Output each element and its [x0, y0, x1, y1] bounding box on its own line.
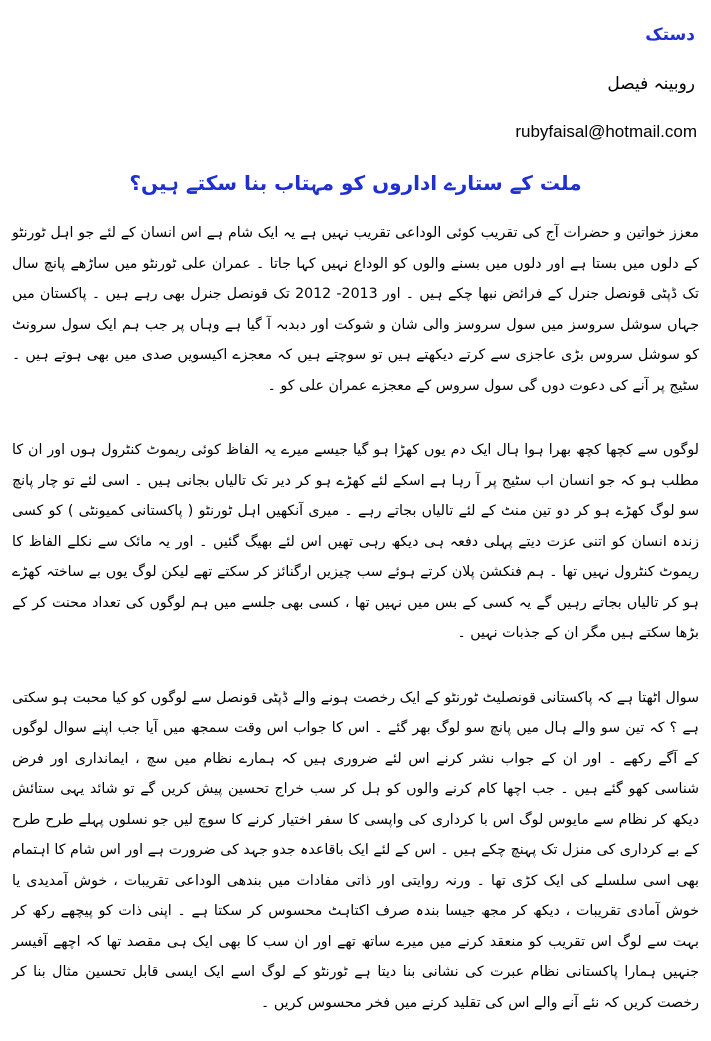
article-body — [12, 218, 699, 1018]
paragraph: معزز خواتین و حضرات آج کی تقریب کوئی الوداعی تقریب نہیں ہے یہ ایک شام ہے اس انسان کے لئے جو اہل ٹورنٹو کے دلوں میں بستا ہے اور دلوں میں بسنے والوں کو الوداع نہیں کہا جاتا ۔ عمران علی ٹورنٹو میں ساڑھے پانچ سال تک ڈپٹی قونصل جنرل کے فرائض نبھا چکے ہیں ۔ اور 2013- 2012 تک قونصل جنرل بھی رہے ہیں ۔ پاکستان میں جہاں سوشل سروسز میں سول سروسز والی شان و شوکت اور دبدبہ آ گیا ہے وہاں پر جب ہم ایک سول سرونٹ کو سوشل سروس بڑی عاجزی سے کرتے دیکھتے ہیں تو سوچتے ہیں کہ معجزے اکیسویں صدی میں بھی ہوتے ہیں ۔ سٹیج پر آنے کی دعوت دوں گی سول سروس کے معجزے عمران علی کو ۔ — [12, 225, 700, 394]
article-title: ملت کے ستارے اداروں کو مہتاب بنا سکتے ہیں؟ — [129, 171, 582, 195]
paragraph: سوال اٹھتا ہے کہ پاکستانی قونصلیٹ ٹورنٹو کے ایک رخصت ہونے والے ڈپٹی قونصل سے لوگوں کو کیا محبت ہو سکتی ہے ؟ کہ تین سو والے ہال میں پانچ سو لوگ بھر گئے ۔ اس کا جواب اس وقت سمجھ میں آیا جب اپنے سوال لوگوں کے آگے رکھے ۔ اور ان کے جواب نشر کرنے اس لئے ضروری ہیں کہ ہمارے نظام میں سچ ، ایمانداری اور فرض شناسی کھو گئے ہیں ۔ جب اچھا کام کرنے والوں کو ہل کر سب خراج تحسین پیش کریں گے تو شائد یہی ستائش دیکھ کر نظام سے مایوس لوگ اس با کرداری کی واپسی کا سفر اختیار کرنے کا سوچ لیں جو نسلوں پہلے طرح طرح کے بے کرداری کی منزل تک پہنچ چکے ہیں ۔ اس کے لئے ایک باقاعدہ جدو جہد کی ضرورت ہے اور اس شام کا اہتمام بھی اسی سلسلے کی ایک کڑی تھا ۔ ورنہ روایتی اور ذاتی مفادات میں بندھی الوداعی تقریبات ، خوش آمدیدی یا خوش آمادی تقریبات ، دیکھ کر مجھ جیسا بندہ صرف اکتاہٹ محسوس کر سکتا ہے ۔ اپنی ذات کو پیچھے رکھ کر بہت سے لوگ اس تقریب کو منعقد کرنے میں میرے ساتھ تھے اور ان سب کا بھی ایک ہی مقصد تھا کہ اچھے آفیسر جنہیں ہمارا پاکستانی نظام عبرت کی نشانی بنا دیتا ہے ٹورنٹو کے لوگ اسے ایک ایسی قابل تحسین مثال بنا کر رخصت کریں کہ نئے آنے والے اس کی تقلید کرنے میں فخر محسوس کریں ۔ — [12, 689, 699, 1011]
author-email: rubyfaisal@hotmail.com — [515, 122, 697, 141]
paragraph: لوگوں سے کچھا کچھ بھرا ہوا ہال ایک دم یوں کھڑا ہو گیا جیسے میرے یہ الفاظ کوئی ریموٹ کنٹرول ہوں اور ان کا مطلب ہو کہ جو انسان اب سٹیج پر آ رہا ہے اسکے لئے کھڑے ہو کر دیر تک تالیاں بجانی ہیں ۔ اسی لئے تو چار پانچ سو لوگ کھڑے ہو کر دو تین منٹ کے لئے تالیاں بجاتے رہے ۔ میری آنکھیں اہل ٹورنٹو ( پاکستانی کمیونٹی ) کو کسی زندہ انسان کو اتنی عزت دیتے پہلی دفعہ ہی دیکھ رہی تھیں اس لئے بھیگ گئیں ۔ اور یہ مائک سے نکلے الفاظ کا ریموٹ کنٹرول نہیں تھا ۔ ہم فنکشن پلان کرتے ہوئے سب چیزیں ارگنائز کر سکتے تھے لیکن لوگ یوں بے ساختہ کھڑے ہو کر تالیاں بجاتے رہیں گے یہ کسی کے بس میں نہیں تھا ، کسی بھی جلسے میں ہم لوگوں کی تعداد محنت کر کے بڑھا سکتے ہیں مگر ان کے جذبات نہیں ۔ — [12, 442, 699, 641]
author-name: روبینہ فیصل — [607, 74, 695, 94]
column-name: دستک — [645, 25, 695, 45]
